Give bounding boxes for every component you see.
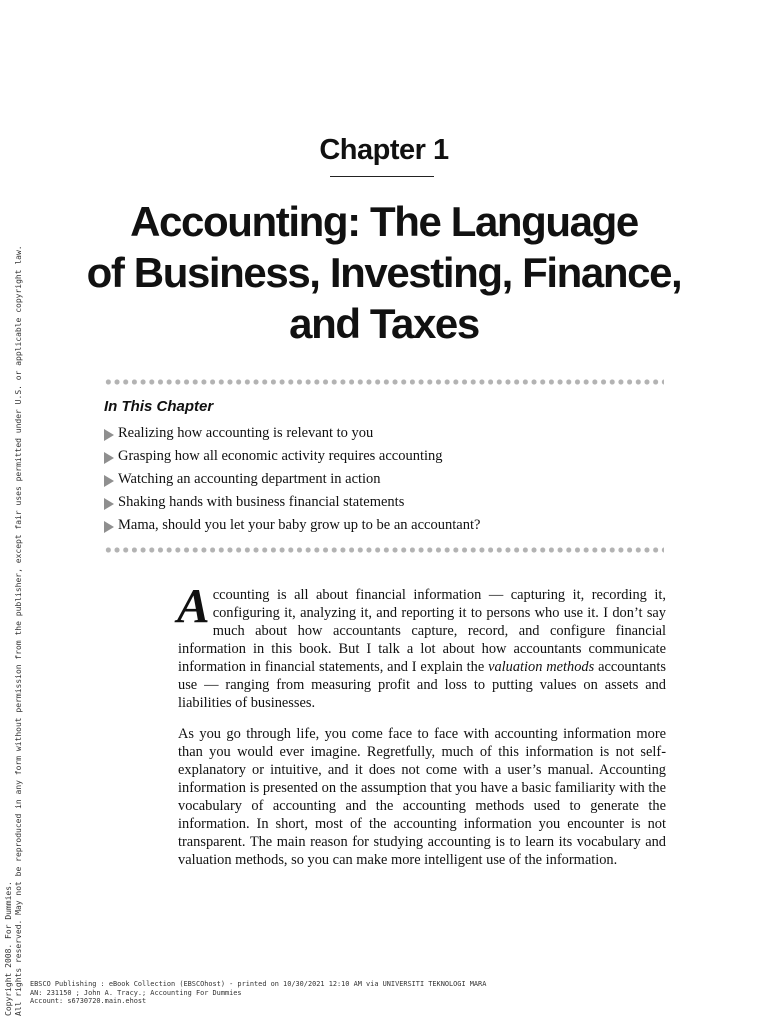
chapter-title-line: and Taxes [289, 300, 479, 347]
in-this-chapter-heading: In This Chapter [104, 398, 214, 415]
list-item [104, 491, 480, 514]
triangle-bullet-icon [104, 429, 114, 441]
list-item-text: Shaking hands with business financial statements [118, 494, 405, 510]
paragraph-text: ccounting is all about financial information — capturing it, recording it, configuring it, analyzing it, and reporting it to persons who use it. I don’t say much about how accountants capture, record, and configure financial information in this book. But I talk a lot about how accountants communicate information in financial statements, and I explain the [178, 587, 666, 675]
triangle-bullet-icon [104, 452, 114, 464]
list-item-text: Realizing how accounting is relevant to you [118, 425, 374, 441]
footer-line: EBSCO Publishing : eBook Collection (EBSCOhost) - printed on 10/30/2021 12:10 AM via UNIVERSITI TEKNOLOGI MARA [30, 980, 487, 988]
triangle-bullet-icon [104, 475, 114, 487]
chapter-label-underline [330, 176, 434, 177]
chapter-title-line: Accounting: The Language [130, 198, 638, 245]
dotted-divider-top [104, 379, 664, 385]
list-item [104, 445, 480, 468]
body-paragraph-2: As you go through life, you come face to face with accounting information more than you would ever imagine. Regretfully, much of this information is not self-explanatory or intuitive, and it does not come with a user’s manual. Accounting information is presented on the assumption that you have a basic familiarity with the vocabulary of accounting and the accounting methods used to generate the information. In short, most of the accounting information you encounter is not transparent. The main reason for studying accounting is to learn its vocabulary and valuation methods, so you can make more intelligent use of the information. [178, 726, 666, 868]
list-item [104, 468, 480, 491]
list-item-text: Watching an accounting department in action [118, 471, 381, 487]
chapter-label: Chapter 1 [319, 134, 449, 166]
chapter-title-line: of Business, Investing, Finance, [86, 249, 682, 296]
drop-cap: A [177, 578, 210, 633]
dotted-divider-bottom [104, 547, 664, 553]
triangle-bullet-icon [104, 498, 114, 510]
paragraph-text: accountants use — ranging from measuring profit and loss to putting values on assets and liabilities of businesses. [178, 659, 667, 711]
copyright-notice [4, 196, 24, 1016]
chapter-topic-list [104, 422, 480, 537]
list-item-text: Grasping how all economic activity requires accounting [118, 448, 443, 464]
copyright-line: All rights reserved. May not be reproduced in any form without permission from the publisher, except fair uses permitted under U.S. or applicable copyright law. [14, 245, 23, 1016]
copyright-line: Copyright 2008. For Dummies. [4, 881, 13, 1016]
footer-line: Account: s6730720.main.ehost [30, 997, 147, 1005]
italic-term: valuation methods [488, 659, 595, 675]
footer-line: AN: 231150 ; John A. Tracy.; Accounting For Dummies [30, 988, 242, 997]
list-item [104, 422, 480, 445]
print-footer [30, 980, 486, 1006]
triangle-bullet-icon [104, 521, 114, 533]
list-item [104, 514, 480, 537]
chapter-title [80, 196, 688, 349]
body-paragraph-1 [177, 578, 667, 712]
list-item-text: Mama, should you let your baby grow up to be an accountant? [118, 517, 481, 533]
